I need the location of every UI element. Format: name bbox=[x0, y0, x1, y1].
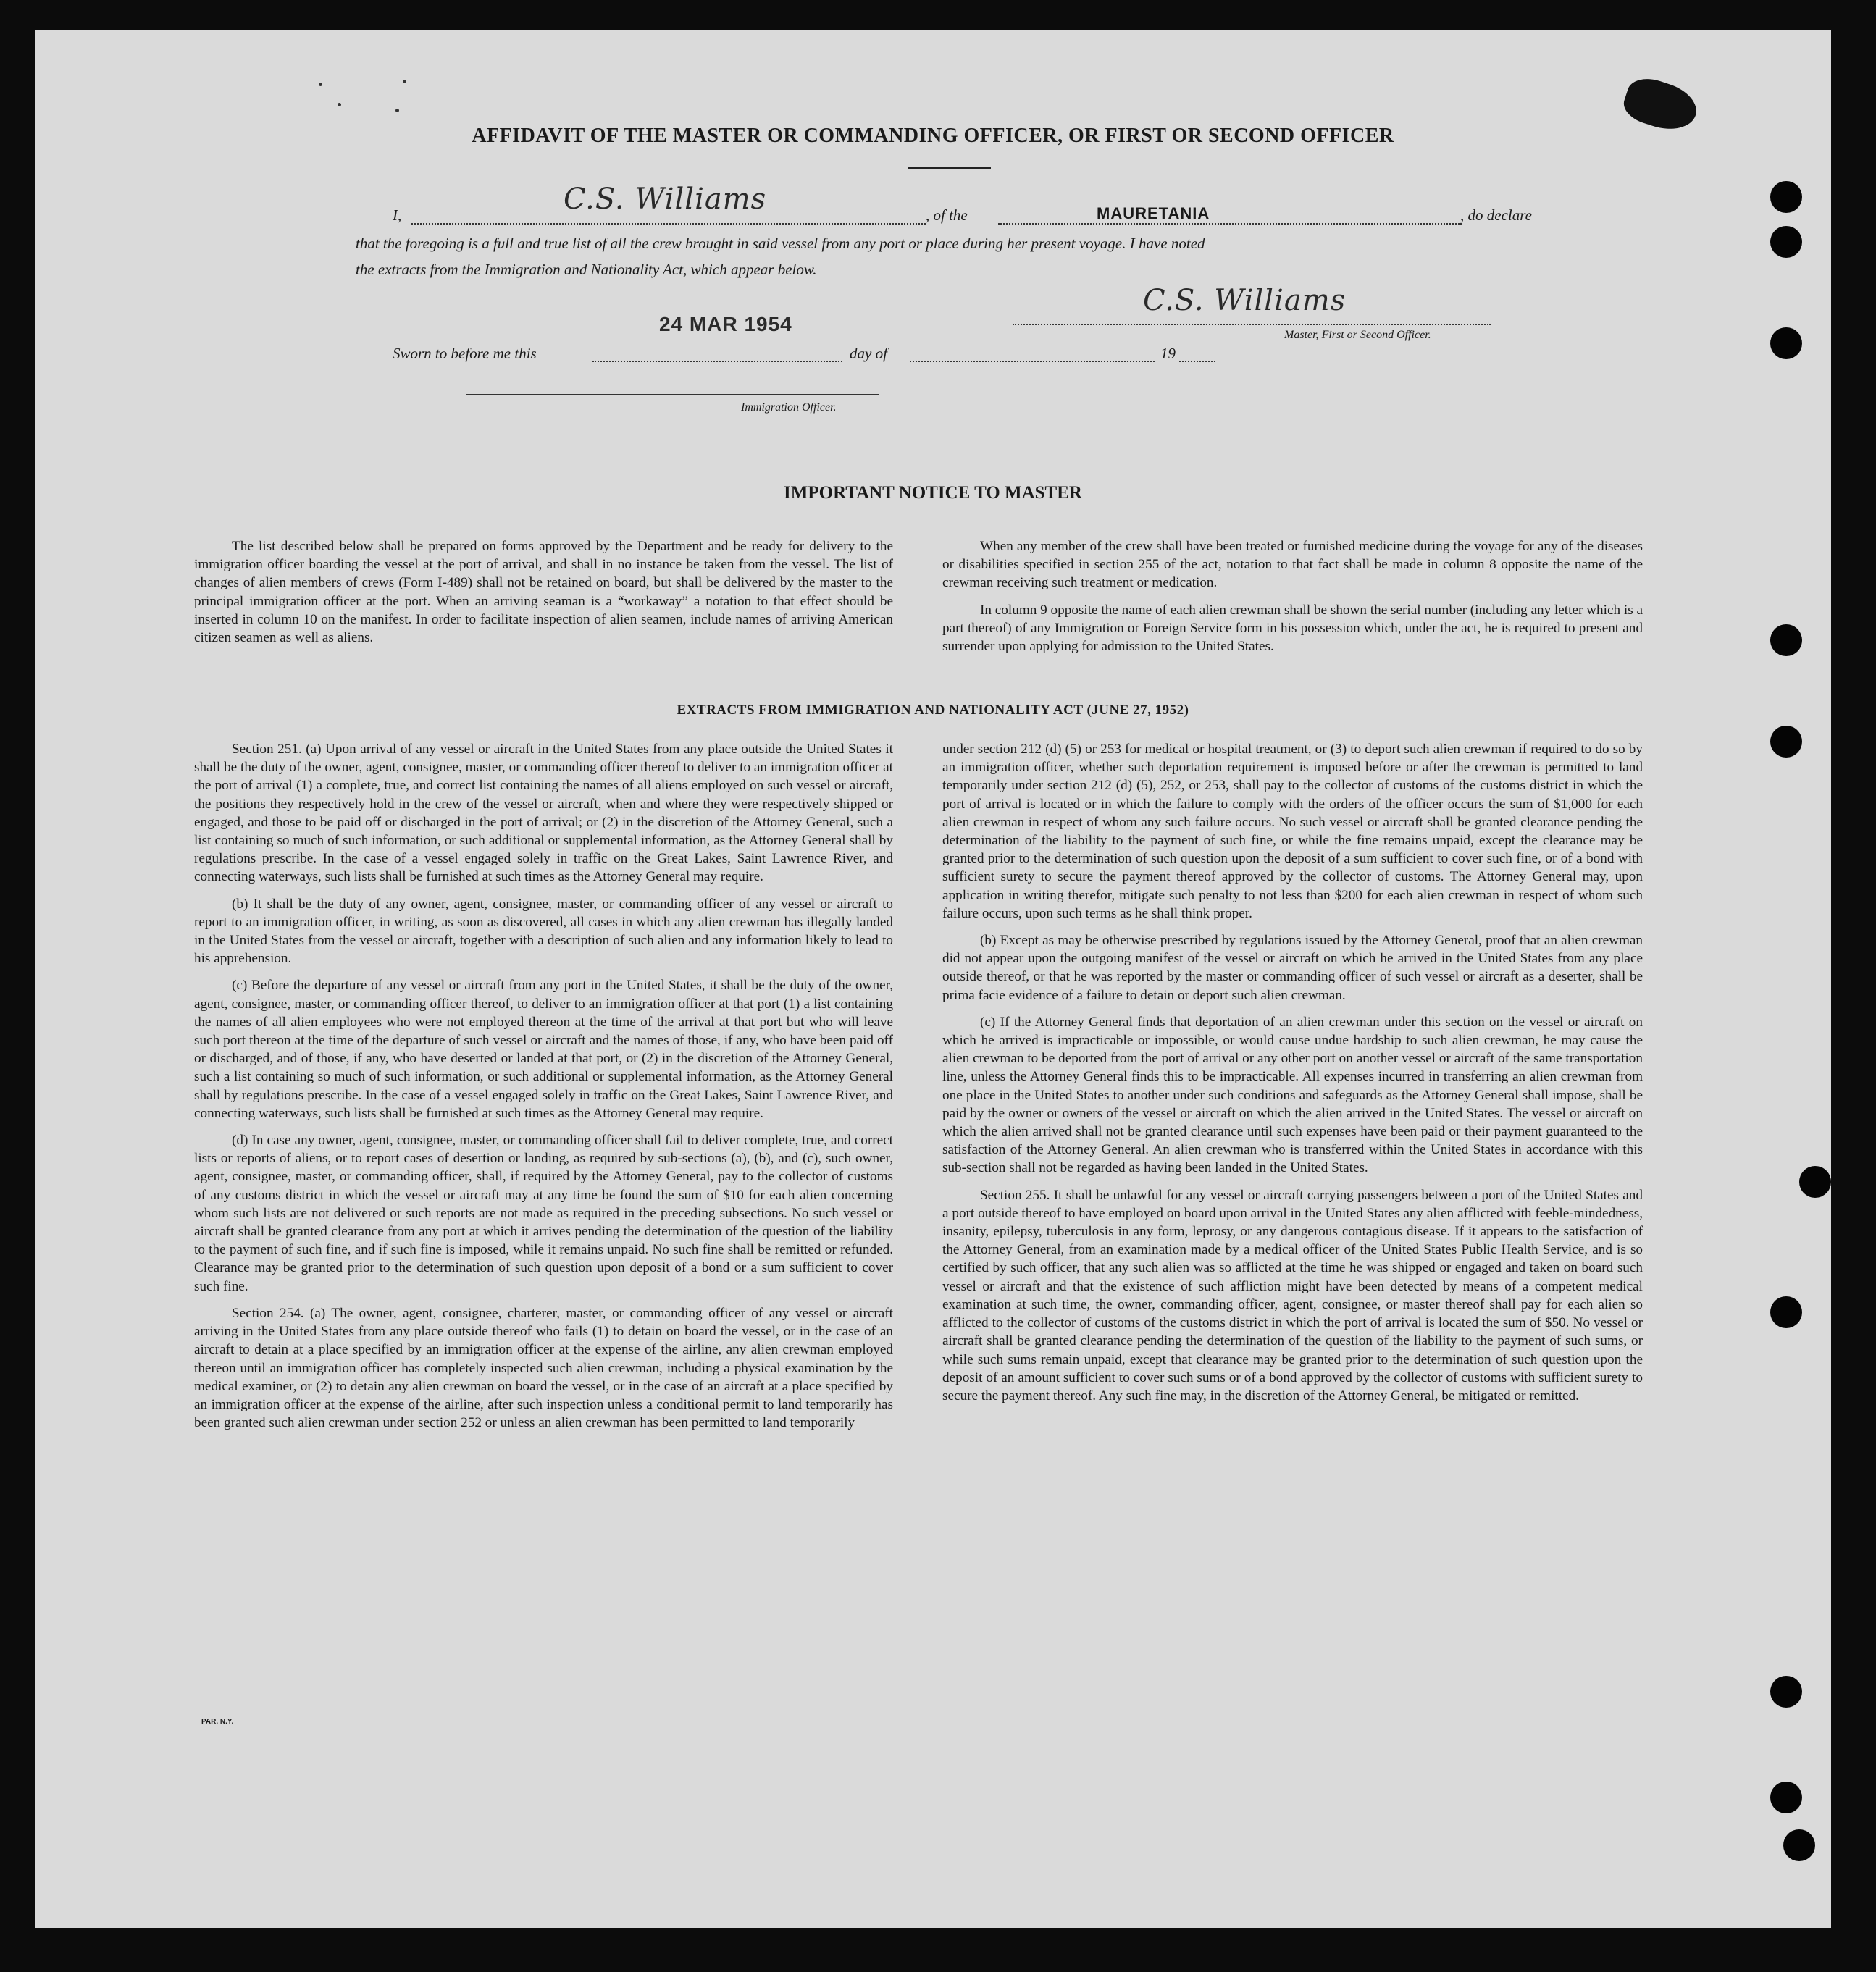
sworn-day-line bbox=[592, 361, 842, 362]
section-251-b: (b) It shall be the duty of any owner, agent, consignee, master, or commanding officer of any vessel or aircraft to report to an immigration officer, in writing, as soon as discovered, all cases in which any alien crewman has illegally landed in the United States from the vessel or aircraft, together with a description of such alien and any information likely to lead to his apprehension. bbox=[194, 896, 893, 967]
scan-speck bbox=[395, 109, 399, 112]
notice-heading: IMPORTANT NOTICE TO MASTER bbox=[784, 483, 1082, 503]
scan-speck bbox=[338, 103, 341, 106]
i-label: I, bbox=[393, 206, 402, 224]
do-declare-label: , do declare bbox=[1460, 206, 1532, 224]
extracts-left-column bbox=[194, 740, 893, 1432]
section-254-a-continued: under section 212 (d) (5) or 253 for medical or hospital treatment, or (3) to deport such alien crewman if required to do so by an immigration officer, whether such deportation requirement is imposed before or after the crewman is permitted to land temporarily under section 212 (d) (5), 252, or 253, shall pay to the collector of customs of the customs district in which the port of arrival is located or in which the failure to comply with the orders of the officer occurs the sum of $1,000 for each alien crewman in respect of whom any such failure occurs. No such vessel or aircraft shall be granted clearance pending the determination of the liability to the payment of such fine, or while the fine remains unpaid, except the clearance may be granted prior to the determination of such question upon the deposit of a sum sufficient to cover such fine, or of a bond with sufficient surety to secure the payment thereof approved by the collector of customs. The Attorney General may, upon application in writing therefor, mitigate such penalty to not less than $200 for each alien crewman in respect of whom such failure occurs, upon such terms as he shall think proper. bbox=[942, 742, 1643, 921]
document-page bbox=[35, 30, 1831, 1928]
notice-right-column bbox=[942, 537, 1643, 655]
extracts-heading: EXTRACTS FROM IMMIGRATION AND NATIONALITY ACT (JUNE 27, 1952) bbox=[677, 702, 1189, 718]
of-the-label: , of the bbox=[926, 206, 968, 224]
scan-speck bbox=[403, 80, 406, 83]
declaration-line-2: the extracts from the Immigration and Nationality Act, which appear below. bbox=[356, 261, 817, 278]
notice-left-column bbox=[194, 537, 893, 647]
struck-officer-label: First or Second Officer. bbox=[1321, 329, 1431, 341]
declaration-line-1: that the foregoing is a full and true list of all the crew brought in said vessel from any port or place during her present voyage. I have noted bbox=[356, 235, 1205, 252]
section-255: Section 255. It shall be unlawful for any vessel or aircraft carrying passengers between a port of the United States and a port outside thereof to have employed on board upon arrival in the United States any alien afflicted with feeble-mindedness, insanity, epilepsy, tuberculosis in any form, leprosy, or any dangerous contagious disease. If it appears to the satisfaction of the Attorney General, from an examination made by a medical officer of the United States Public Health Service, and is so certified by such officer, that any such alien was so afflicted at the time he was shipped or engaged and taken on board such vessel or aircraft and that the existence of such affliction might have been detected by means of a competent medical examination at such time, the owner, commanding officer, agent, consignee, or master thereof shall pay for each alien so afflicted to the collector of customs of the customs district in which the port of arrival is located the sum of $50. No vessel or aircraft shall be granted clearance pending the determination of the question of the liability to the payment of such sums, or while such sums remain unpaid, except that clearance may be granted prior to the determination of such question upon the deposit of an amount sufficient to cover such sums or of a bond approved by the collector of customs with sufficient surety to secure the payment thereof. Any such fine may, in the discretion of the Attorney General, be mitigated or remitted. bbox=[942, 1187, 1643, 1404]
punch-hole bbox=[1770, 1676, 1802, 1708]
notice-right-paragraph-2: In column 9 opposite the name of each alien crewman shall be shown the serial number (including any letter which is a part thereof) of any Immigration or Foreign Service form in his possession which, under the act, he is required to present and surrender upon applying for admission to the United States. bbox=[942, 602, 1643, 655]
section-251-a: Section 251. (a) Upon arrival of any vessel or aircraft in the United States from any place outside the United States it shall be the duty of the owner, agent, consignee, master, or commanding officer thereof to deliver to an immigration officer at the port of arrival (1) a complete, true, and correct list containing the names of all aliens employed on such vessel or aircraft, the positions they respectively hold in the crew of the vessel or aircraft, when and where they were respectively shipped or engaged, and those to be paid off or discharged in the port of arrival; or (2) in the discretion of the Attorney General, such a list containing so much of such information, or such additional or supplemental information, as the Attorney General shall by regulations prescribe. In the case of a vessel engaged solely in traffic on the Great Lakes, Saint Lawrence River, and connecting waterways, such lists shall be furnished at such times as the Attorney General may require. bbox=[194, 742, 893, 885]
vessel-field-line bbox=[998, 223, 1462, 225]
section-254-b: (b) Except as may be otherwise prescribed by regulations issued by the Attorney General, proof that an alien crewman did not appear upon the outgoing manifest of the vessel or aircraft on which he arrived in the United States from any place outside thereof, or that he was reported by the master or commanding officer of such vessel or aircraft as a deserter, shall be prima facie evidence of a failure to detain or deport such alien crewman. bbox=[942, 933, 1643, 1003]
extracts-right-column bbox=[942, 740, 1643, 1405]
sworn-month-line bbox=[910, 361, 1155, 362]
sworn-year-line bbox=[1179, 361, 1215, 362]
master-label bbox=[1284, 329, 1431, 342]
punch-hole bbox=[1770, 1782, 1802, 1813]
printer-mark: PAR. N.Y. bbox=[201, 1718, 234, 1726]
master-signature-line bbox=[1013, 324, 1491, 325]
notice-right-paragraph-1: When any member of the crew shall have been treated or furnished medicine during the voyage for any of the diseases or disabilities specified in section 255 of the act, notation to that fact shall be made in column 8 opposite the name of the crewman receiving such treatment or medication. bbox=[942, 539, 1643, 591]
punch-hole bbox=[1770, 226, 1802, 258]
punch-hole bbox=[1770, 726, 1802, 758]
scan-speck bbox=[319, 83, 322, 86]
section-254-a: Section 254. (a) The owner, agent, consignee, charterer, master, or commanding officer of any vessel or aircraft arriving in the United States from any place outside thereof who fails (1) to detain on board the vessel, or in the case of an aircraft to detain at a place specified by an immigration officer at the expense of the airline, any alien crewman employed thereon until an immigration officer has completely inspected such alien crewman, including a physical examination by the medical examiner, or (2) to detain any alien crewman on board the vessel, or in the case of an aircraft at a place specified by an immigration officer at the expense of the airline, after such inspection unless a conditional permit to land temporarily has been granted such alien crewman under section 252 or unless an alien crewman has been permitted to land temporarily bbox=[194, 1305, 893, 1431]
immigration-officer-line bbox=[466, 394, 879, 395]
affidavit-title: AFFIDAVIT OF THE MASTER OR COMMANDING OFFICER, OR FIRST OR SECOND OFFICER bbox=[472, 125, 1394, 147]
master-signature: C.S. Williams bbox=[1143, 284, 1347, 317]
name-field-line bbox=[411, 223, 926, 225]
year-label: 19 bbox=[1160, 345, 1176, 362]
declarant-signature: C.S. Williams bbox=[564, 182, 767, 216]
punch-hole bbox=[1770, 327, 1802, 359]
punch-hole bbox=[1770, 1296, 1802, 1328]
master-label-text: Master, bbox=[1284, 329, 1319, 341]
vessel-name: MAURETANIA bbox=[1097, 204, 1210, 222]
date-stamp: 24 MAR 1954 bbox=[659, 313, 792, 335]
section-254-c: (c) If the Attorney General finds that deportation of an alien crewman under this section on the vessel or aircraft on which he arrived is impracticable or impossible, or would cause undue hardship to such alien crewman, he may cause the alien crewman to be deported from the port of arrival or any other port on another vessel or aircraft of the same transportation line, unless the Attorney General finds this to be impracticable. All expenses incurred in transferring an alien crewman from one place in the United States to another under such conditions and safeguards as the Attorney General shall impose, shall be paid by the owner or owners of the vessel or aircraft on which the alien arrived in the United States. The vessel or aircraft on which the alien arrived shall not be granted clearance until such expenses have been paid or their payment guaranteed to the satisfaction of the Attorney General. An alien crewman who is transferred within the United States in accordance with this sub-section shall not be regarded as having been landed in the United States. bbox=[942, 1014, 1643, 1176]
title-underline bbox=[908, 167, 991, 169]
notice-left-paragraph: The list described below shall be prepared on forms approved by the Department and be ready for delivery to the immigration officer boarding the vessel at the port of arrival, and shall in no instance be taken from the vessel. The list of changes of alien members of crews (Form I-489) shall not be retained on board, but shall be delivered by the master to the principal immigration officer at the port. When an arriving seaman is a “workaway” a notation to that effect should be inserted in column 10 on the manifest. In order to facilitate inspection of alien seamen, include names of arriving American citizen seamen as well as aliens. bbox=[194, 539, 893, 646]
immigration-officer-label: Immigration Officer. bbox=[741, 401, 837, 414]
section-251-c: (c) Before the departure of any vessel or aircraft from any port in the United States, it shall be the duty of the owner, agent, consignee, master, or commanding officer thereof, to deliver to an immigration officer at that port (1) a list containing the names of all alien employees who were not employed thereon at the time of the arrival at that port but who will leave such port thereon at the time of the departure of such vessel or aircraft and the names of those, if any, who have been paid off or discharged, and of those, if any, who have deserted or landed at that port, or (2) in the discretion of the Attorney General, such a list containing so much of such information, or such additional or supplemental information, as the Attorney General shall by regulations prescribe. In the case of a vessel engaged solely in traffic on the Great Lakes, Saint Lawrence River, and connecting waterways, such lists shall be furnished at such times as the Attorney General may require. bbox=[194, 978, 893, 1121]
punch-hole bbox=[1783, 1829, 1815, 1861]
punch-hole bbox=[1770, 624, 1802, 656]
punch-hole bbox=[1770, 181, 1802, 213]
section-251-d: (d) In case any owner, agent, consignee, master, or commanding officer shall fail to deliver complete, true, and correct lists or reports of aliens, or to report cases of desertion or landing, as required by sub-sections (a), (b), and (c), such owner, agent, consignee, master, or commanding officer, shall, if required by the Attorney General, pay to the collector of customs of any customs district in which the vessel or aircraft may at any time be found the sum of $10 for each alien concerning whom such lists are not delivered or such reports are not made as required in the preceding subsections. No such vessel or aircraft shall be granted clearance from any port at which it arrives pending the determination of the question of the liability to the payment of such fine, and if such fine is imposed, while it remains unpaid. No such fine shall be remitted or refunded. Clearance may be granted prior to the determination of such question upon deposit of a bond or a sum sufficient to cover such fine. bbox=[194, 1133, 893, 1294]
day-of-label: day of bbox=[850, 345, 887, 362]
punch-hole bbox=[1799, 1166, 1831, 1198]
sworn-label: Sworn to before me this bbox=[393, 345, 537, 362]
